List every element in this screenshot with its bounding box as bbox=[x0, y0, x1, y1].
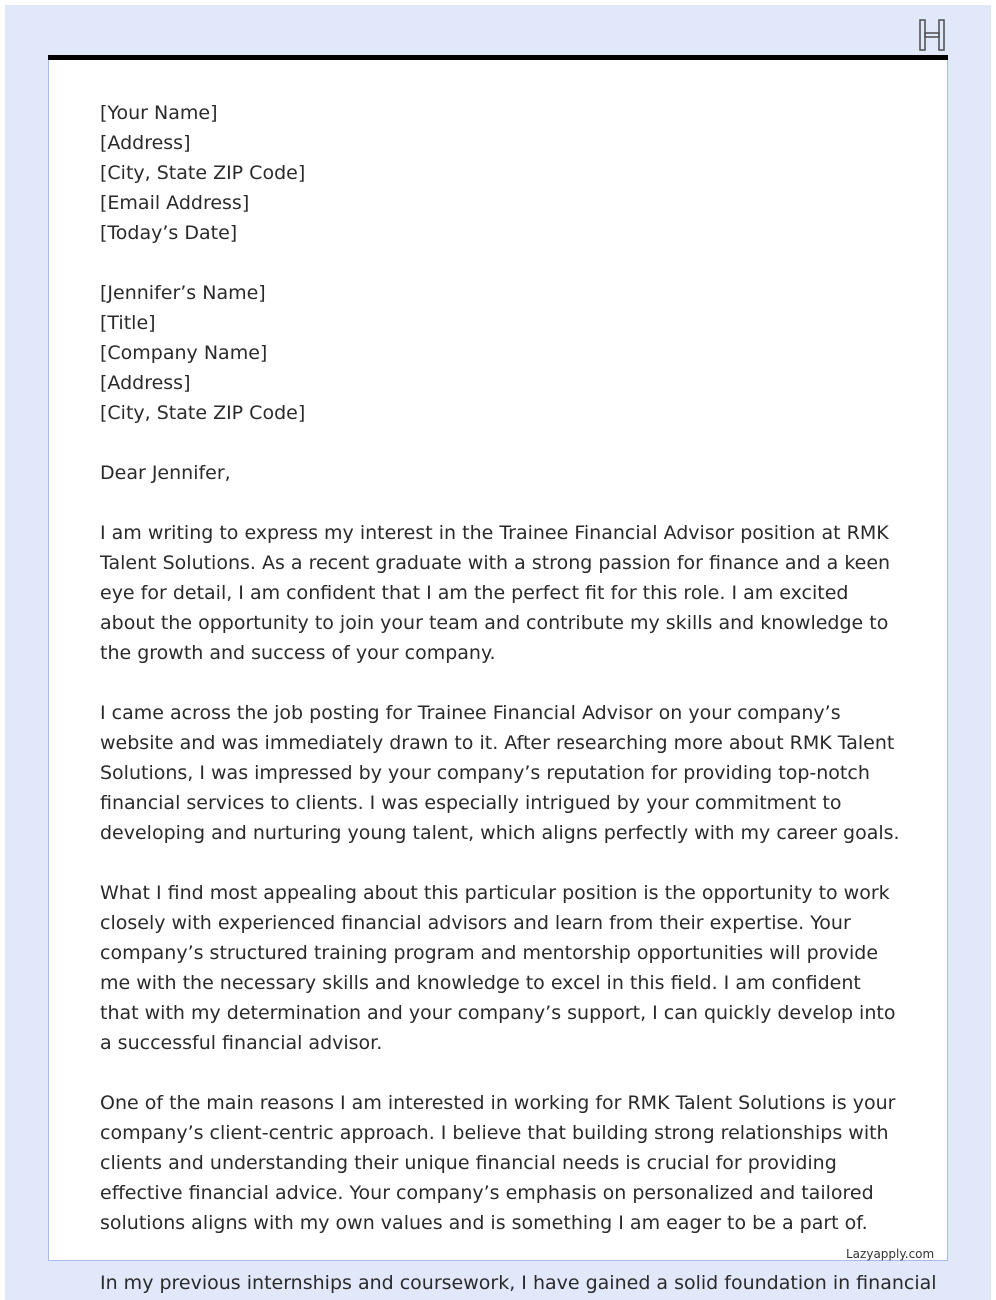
sender-name: [Your Name] bbox=[100, 102, 218, 124]
letter-date: [Today’s Date] bbox=[100, 222, 238, 244]
recipient-company: [Company Name] bbox=[100, 342, 268, 364]
recipient-address: [Address] bbox=[100, 372, 191, 394]
salutation: Dear Jennifer, bbox=[100, 462, 231, 484]
body-paragraph-3: What I find most appealing about this particular position is the opportunity to work closely with experienced financial advisors and learn from their expertise. Your company’s structured training program and mentorship opportunities will provide me with the necessary skills and knowledge to excel in this field. I am confident that with my determination and your company’s support, I can quickly develop into a successful financial advisor. bbox=[100, 882, 896, 1054]
recipient-title: [Title] bbox=[100, 312, 156, 334]
sender-city-state-zip: [City, State ZIP Code] bbox=[100, 162, 306, 184]
cover-letter bbox=[100, 98, 900, 1268]
body-paragraph-4: One of the main reasons I am interested in working for RMK Talent Solutions is your company’s client-centric approach. I believe that building strong relationships with clients and understanding their unique financial needs is crucial for providing effective financial advice. Your company’s emphasis on personalized and tailored solutions aligns with my own values and is something I am eager to be a part of. bbox=[100, 1092, 896, 1234]
sender-email: [Email Address] bbox=[100, 192, 250, 214]
body-paragraph-1: I am writing to express my interest in the Trainee Financial Advisor position at RMK Talent Solutions. As a recent graduate with a strong passion for finance and a keen eye for detail, I am confident that I am the perfect fit for this role. I am excited about the opportunity to join your team and contribute my skills and knowledge to the growth and success of your company. bbox=[100, 522, 891, 664]
brand-logo-icon bbox=[916, 17, 948, 53]
sender-address: [Address] bbox=[100, 132, 191, 154]
body-paragraph-5-start: In my previous internships and coursework, I have gained a solid foundation in financial bbox=[100, 1272, 937, 1294]
recipient-name: [Jennifer’s Name] bbox=[100, 282, 266, 304]
body-paragraph-2: I came across the job posting for Trainee Financial Advisor on your company’s website and was immediately drawn to it. After researching more about RMK Talent Solutions, I was impressed by your company’s reputation for providing top-notch financial services to clients. I was especially intrigued by your commitment to developing and nurturing young talent, which aligns perfectly with my career goals. bbox=[100, 702, 900, 844]
recipient-city-state-zip: [City, State ZIP Code] bbox=[100, 402, 306, 424]
watermark: Lazyapply.com bbox=[846, 1247, 935, 1261]
sender-block bbox=[100, 98, 900, 248]
recipient-block bbox=[100, 278, 900, 428]
